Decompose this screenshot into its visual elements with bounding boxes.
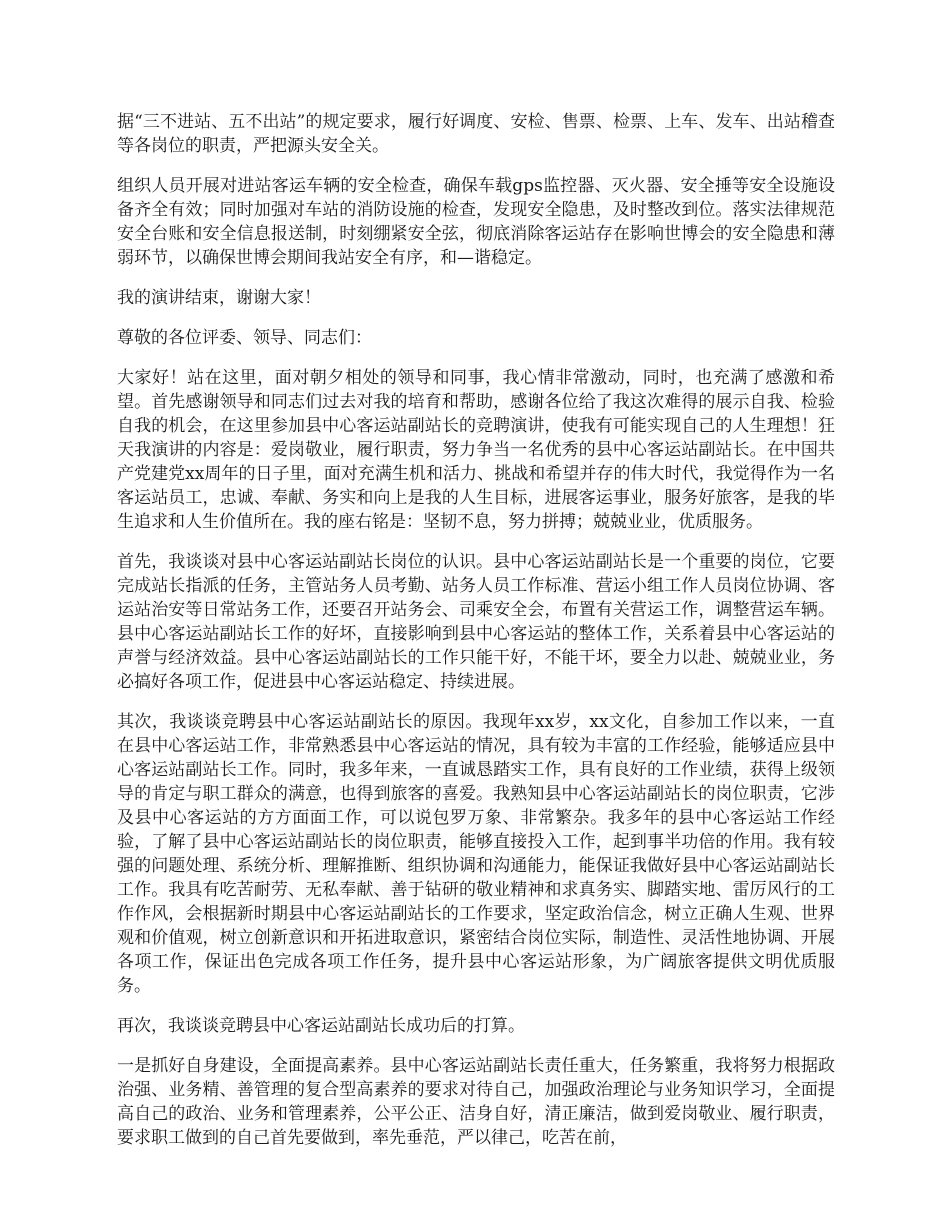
paragraph-8: 再次，我谈谈竞聘县中心客运站副站长成功后的打算。 xyxy=(117,1016,525,1036)
document-body xyxy=(117,110,835,1166)
paragraph-3: 我的演讲结束，谢谢大家！ xyxy=(117,288,321,308)
paragraph-1: 据“三不进站、五不出站”的规定要求，履行好调度、安检、售票、检票、上车、发车、出站稽查等各岗位的职责，严把源头安全关。 xyxy=(117,112,835,156)
paragraph-9: 一是抓好自身建设，全面提高素养。县中心客运站副站长责任重大，任务繁重，我将努力根据政治强、业务精、善管理的复合型高素养的要求对待自己，加强政治理论与业务知识学习，全面提高自己的政治、业务和管理素养，公平公正、洁身自好，清正廉洁，做到爱岗敬业、履行职责，要求职工做到的自己首先要做到，率先垂范，严以律己，吃苦在前， xyxy=(117,1056,835,1148)
paragraph-6: 首先，我谈谈对县中心客运站副站长岗位的认识。县中心客运站副站长是一个重要的岗位，它要完成站长指派的任务，主管站务人员考勤、站务人员工作标准、营运小组工作人员岗位协调、客运站治安等日常站务工作，还要召开站务会、司乘安全会，布置有关营运工作，调整营运车辆。县中心客运站副站长工作的好坏，直接影响到县中心客运站的整体工作，关系着县中心客运站的声誉与经济效益。县中心客运站副站长的工作只能干好，不能干坏，要全力以赴、兢兢业业，务必搞好各项工作，促进县中心客运站稳定、持续进展。 xyxy=(117,552,835,692)
paragraph-2: 组织人员开展对进站客运车辆的安全检查，确保车载gps监控器、灭火器、安全捶等安全设施设备齐全有效；同时加强对车站的消防设施的检查，发现安全隐患，及时整改到位。落实法律规范安全台账和安全信息报送制，时刻绷紧安全弦，彻底消除客运站存在影响世博会的安全隐患和薄弱环节，以确保世博会期间我站安全有序，和—谐稳定。 xyxy=(117,176,835,268)
paragraph-4: 尊敬的各位评委、领导、同志们： xyxy=(117,328,372,348)
paragraph-5: 大家好！站在这里，面对朝夕相处的领导和同事，我心情非常激动，同时，也充满了感激和希望。首先感谢领导和同志们过去对我的培育和帮助，感谢各位给了我这次难得的展示自我、检验自我的机会，在这里参加县中心客运站副站长的竞聘演讲，使我有可能实现自己的人生理想！狂天我演讲的内容是：爱岗敬业，履行职责，努力争当一名优秀的县中心客运站副站长。在中国共产党建党xx周年的日子里，面对充满生机和活力、挑战和希望并存的伟大时代，我觉得作为一名客运站员工，忠诚、奉献、务实和向上是我的人生目标，进展客运事业，服务好旅客，是我的毕生追求和人生价值所在。我的座右铭是：坚韧不息，努力拼搏；兢兢业业，优质服务。 xyxy=(117,368,835,532)
paragraph-7: 其次，我谈谈竞聘县中心客运站副站长的原因。我现年xx岁，xx文化，自参加工作以来，一直在县中心客运站工作，非常熟悉县中心客运站的情况，具有较为丰富的工作经验，能够适应县中心客运站副站长工作。同时，我多年来，一直诚恳踏实工作，具有良好的工作业绩，获得上级领导的肯定与职工群众的满意，也得到旅客的喜爱。我熟知县中心客运站副站长的岗位职责，它涉及县中心客运站的方方面面工作，可以说包罗万象、非常繁杂。我多年的县中心客运站工作经验，了解了县中心客运站副站长的岗位职责，能够直接投入工作，起到事半功倍的作用。我有较强的问题处理、系统分析、理解推断、组织协调和沟通能力，能保证我做好县中心客运站副站长工作。我具有吃苦耐劳、无私奉献、善于钻研的敬业精神和求真务实、脚踏实地、雷厉风行的工作作风，会根据新时期县中心客运站副站长的工作要求，坚定政治信念，树立正确人生观、世界观和价值观，树立创新意识和开拓进取意识，紧密结合岗位实际，制造性、灵活性地协调、开展各项工作，保证出色完成各项工作任务，提升县中心客运站形象，为广阔旅客提供文明优质服务。 xyxy=(117,712,835,996)
